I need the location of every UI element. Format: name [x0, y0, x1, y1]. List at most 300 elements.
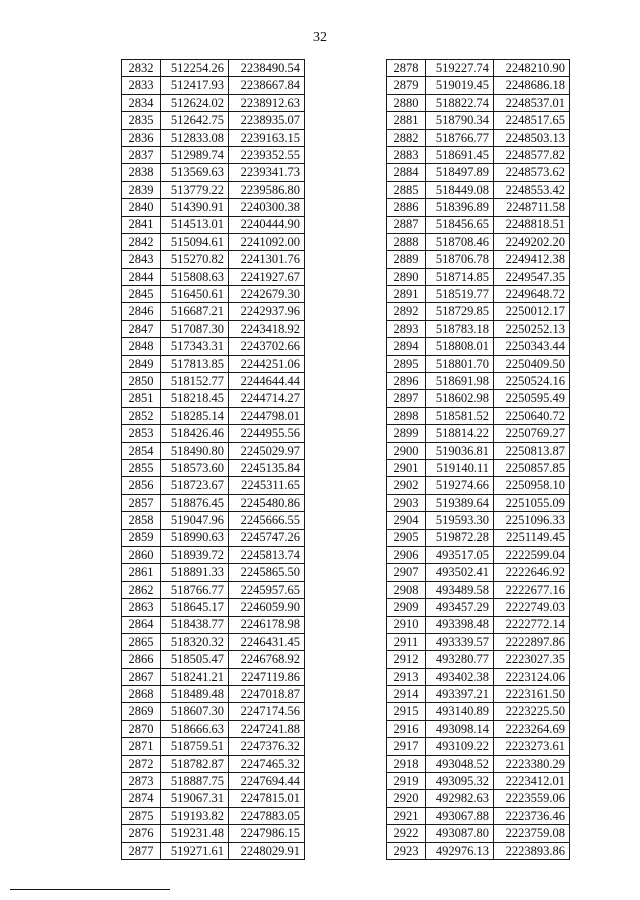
x-coordinate-cell: 518505.47	[161, 651, 229, 668]
x-coordinate-cell: 519140.11	[426, 459, 494, 476]
x-coordinate-cell: 493280.77	[426, 651, 494, 668]
y-coordinate-cell: 2238912.63	[229, 94, 305, 111]
point-number-cell: 2912	[387, 651, 426, 668]
y-coordinate-cell: 2248711.58	[494, 199, 570, 216]
x-coordinate-cell: 493109.22	[426, 738, 494, 755]
point-number-cell: 2911	[387, 633, 426, 650]
x-coordinate-cell: 518438.77	[161, 616, 229, 633]
x-coordinate-cell: 493402.38	[426, 668, 494, 685]
table-row	[387, 199, 570, 216]
x-coordinate-cell: 493517.05	[426, 546, 494, 563]
y-coordinate-cell: 2247241.88	[229, 720, 305, 737]
table-row	[122, 60, 305, 77]
x-coordinate-cell: 518152.77	[161, 373, 229, 390]
x-coordinate-cell: 518581.52	[426, 407, 494, 424]
x-coordinate-cell: 517343.31	[161, 338, 229, 355]
y-coordinate-cell: 2239352.55	[229, 146, 305, 163]
point-number-cell: 2910	[387, 616, 426, 633]
point-number-cell: 2890	[387, 268, 426, 285]
point-number-cell: 2833	[122, 77, 161, 94]
table-row	[122, 216, 305, 233]
x-coordinate-cell: 512989.74	[161, 146, 229, 163]
table-row	[122, 842, 305, 859]
x-coordinate-cell: 493339.57	[426, 633, 494, 650]
y-coordinate-cell: 2250252.13	[494, 320, 570, 337]
x-coordinate-cell: 518645.17	[161, 599, 229, 616]
table-row	[387, 703, 570, 720]
y-coordinate-cell: 2222749.03	[494, 599, 570, 616]
footnote-separator	[10, 889, 170, 890]
table-row	[122, 616, 305, 633]
coordinates-table-right-body	[387, 60, 570, 860]
y-coordinate-cell: 2223225.50	[494, 703, 570, 720]
x-coordinate-cell: 518497.89	[426, 164, 494, 181]
point-number-cell: 2863	[122, 599, 161, 616]
y-coordinate-cell: 2238667.84	[229, 77, 305, 94]
point-number-cell: 2862	[122, 581, 161, 598]
x-coordinate-cell: 518801.70	[426, 355, 494, 372]
table-row	[122, 807, 305, 824]
x-coordinate-cell: 493140.89	[426, 703, 494, 720]
y-coordinate-cell: 2247174.56	[229, 703, 305, 720]
x-coordinate-cell: 518723.67	[161, 477, 229, 494]
table-row	[122, 303, 305, 320]
point-number-cell: 2856	[122, 477, 161, 494]
point-number-cell: 2885	[387, 181, 426, 198]
point-number-cell: 2851	[122, 390, 161, 407]
y-coordinate-cell: 2248517.65	[494, 112, 570, 129]
point-number-cell: 2886	[387, 199, 426, 216]
x-coordinate-cell: 515094.61	[161, 233, 229, 250]
y-coordinate-cell: 2246059.90	[229, 599, 305, 616]
point-number-cell: 2905	[387, 529, 426, 546]
point-number-cell: 2849	[122, 355, 161, 372]
x-coordinate-cell: 517087.30	[161, 320, 229, 337]
y-coordinate-cell: 2248818.51	[494, 216, 570, 233]
x-coordinate-cell: 519067.31	[161, 790, 229, 807]
y-coordinate-cell: 2251096.33	[494, 512, 570, 529]
y-coordinate-cell: 2249547.35	[494, 268, 570, 285]
y-coordinate-cell: 2245135.84	[229, 459, 305, 476]
point-number-cell: 2921	[387, 807, 426, 824]
table-row	[387, 373, 570, 390]
y-coordinate-cell: 2223893.86	[494, 842, 570, 859]
point-number-cell: 2857	[122, 494, 161, 511]
table-row	[387, 494, 570, 511]
table-row	[122, 703, 305, 720]
table-row	[387, 129, 570, 146]
y-coordinate-cell: 2222772.14	[494, 616, 570, 633]
y-coordinate-cell: 2239586.80	[229, 181, 305, 198]
point-number-cell: 2843	[122, 251, 161, 268]
table-row	[387, 773, 570, 790]
point-number-cell: 2871	[122, 738, 161, 755]
point-number-cell: 2904	[387, 512, 426, 529]
y-coordinate-cell: 2223124.06	[494, 668, 570, 685]
x-coordinate-cell: 518666.63	[161, 720, 229, 737]
x-coordinate-cell: 518490.80	[161, 442, 229, 459]
table-row	[122, 233, 305, 250]
point-number-cell: 2846	[122, 303, 161, 320]
point-number-cell: 2919	[387, 773, 426, 790]
table-row	[387, 616, 570, 633]
y-coordinate-cell: 2241301.76	[229, 251, 305, 268]
table-row	[387, 807, 570, 824]
x-coordinate-cell: 518396.89	[426, 199, 494, 216]
table-row	[122, 164, 305, 181]
table-row	[122, 320, 305, 337]
y-coordinate-cell: 2247119.86	[229, 668, 305, 685]
point-number-cell: 2883	[387, 146, 426, 163]
x-coordinate-cell: 518887.75	[161, 773, 229, 790]
point-number-cell: 2852	[122, 407, 161, 424]
table-row	[122, 494, 305, 511]
point-number-cell: 2838	[122, 164, 161, 181]
x-coordinate-cell: 519036.81	[426, 442, 494, 459]
y-coordinate-cell: 2248210.90	[494, 60, 570, 77]
x-coordinate-cell: 512624.02	[161, 94, 229, 111]
table-row	[387, 112, 570, 129]
table-row	[387, 320, 570, 337]
y-coordinate-cell: 2249202.20	[494, 233, 570, 250]
y-coordinate-cell: 2246768.92	[229, 651, 305, 668]
x-coordinate-cell: 519047.96	[161, 512, 229, 529]
x-coordinate-cell: 518766.77	[426, 129, 494, 146]
y-coordinate-cell: 2223759.08	[494, 825, 570, 842]
point-number-cell: 2898	[387, 407, 426, 424]
point-number-cell: 2876	[122, 825, 161, 842]
point-number-cell: 2840	[122, 199, 161, 216]
table-row	[122, 112, 305, 129]
point-number-cell: 2842	[122, 233, 161, 250]
table-row	[122, 599, 305, 616]
y-coordinate-cell: 2239163.15	[229, 129, 305, 146]
point-number-cell: 2880	[387, 94, 426, 111]
x-coordinate-cell: 518814.22	[426, 425, 494, 442]
table-row	[387, 303, 570, 320]
table-row	[122, 338, 305, 355]
point-number-cell: 2922	[387, 825, 426, 842]
x-coordinate-cell: 518876.45	[161, 494, 229, 511]
point-number-cell: 2917	[387, 738, 426, 755]
point-number-cell: 2914	[387, 686, 426, 703]
x-coordinate-cell: 518602.98	[426, 390, 494, 407]
y-coordinate-cell: 2244798.01	[229, 407, 305, 424]
y-coordinate-cell: 2247376.32	[229, 738, 305, 755]
point-number-cell: 2860	[122, 546, 161, 563]
x-coordinate-cell: 517813.85	[161, 355, 229, 372]
y-coordinate-cell: 2223559.06	[494, 790, 570, 807]
y-coordinate-cell: 2223273.61	[494, 738, 570, 755]
x-coordinate-cell: 513779.22	[161, 181, 229, 198]
y-coordinate-cell: 2243418.92	[229, 320, 305, 337]
y-coordinate-cell: 2247986.15	[229, 825, 305, 842]
y-coordinate-cell: 2250012.17	[494, 303, 570, 320]
point-number-cell: 2902	[387, 477, 426, 494]
table-row	[387, 546, 570, 563]
y-coordinate-cell: 2245865.50	[229, 564, 305, 581]
coordinates-table-left	[121, 59, 305, 860]
y-coordinate-cell: 2238490.54	[229, 60, 305, 77]
x-coordinate-cell: 512833.08	[161, 129, 229, 146]
table-row	[122, 199, 305, 216]
y-coordinate-cell: 2222646.92	[494, 564, 570, 581]
table-row	[122, 77, 305, 94]
point-number-cell: 2872	[122, 755, 161, 772]
table-row	[387, 164, 570, 181]
x-coordinate-cell: 518456.65	[426, 216, 494, 233]
point-number-cell: 2887	[387, 216, 426, 233]
y-coordinate-cell: 2222599.04	[494, 546, 570, 563]
x-coordinate-cell: 518449.08	[426, 181, 494, 198]
table-row	[387, 529, 570, 546]
table-row	[122, 651, 305, 668]
table-row	[387, 60, 570, 77]
x-coordinate-cell: 518489.48	[161, 686, 229, 703]
y-coordinate-cell: 2250857.85	[494, 459, 570, 476]
point-number-cell: 2874	[122, 790, 161, 807]
point-number-cell: 2918	[387, 755, 426, 772]
y-coordinate-cell: 2246178.98	[229, 616, 305, 633]
table-row	[122, 286, 305, 303]
y-coordinate-cell: 2222897.86	[494, 633, 570, 650]
table-row	[387, 720, 570, 737]
point-number-cell: 2866	[122, 651, 161, 668]
x-coordinate-cell: 518241.21	[161, 668, 229, 685]
y-coordinate-cell: 2239341.73	[229, 164, 305, 181]
y-coordinate-cell: 2223412.01	[494, 773, 570, 790]
x-coordinate-cell: 512642.75	[161, 112, 229, 129]
y-coordinate-cell: 2249412.38	[494, 251, 570, 268]
point-number-cell: 2865	[122, 633, 161, 650]
y-coordinate-cell: 2249648.72	[494, 286, 570, 303]
x-coordinate-cell: 493398.48	[426, 616, 494, 633]
x-coordinate-cell: 493087.80	[426, 825, 494, 842]
point-number-cell: 2837	[122, 146, 161, 163]
x-coordinate-cell: 518808.01	[426, 338, 494, 355]
point-number-cell: 2913	[387, 668, 426, 685]
y-coordinate-cell: 2248553.42	[494, 181, 570, 198]
x-coordinate-cell: 492982.63	[426, 790, 494, 807]
point-number-cell: 2907	[387, 564, 426, 581]
point-number-cell: 2894	[387, 338, 426, 355]
table-row	[122, 581, 305, 598]
y-coordinate-cell: 2223027.35	[494, 651, 570, 668]
y-coordinate-cell: 2223161.50	[494, 686, 570, 703]
x-coordinate-cell: 516687.21	[161, 303, 229, 320]
y-coordinate-cell: 2251055.09	[494, 494, 570, 511]
point-number-cell: 2889	[387, 251, 426, 268]
y-coordinate-cell: 2250524.16	[494, 373, 570, 390]
table-row	[122, 477, 305, 494]
point-number-cell: 2916	[387, 720, 426, 737]
point-number-cell: 2841	[122, 216, 161, 233]
x-coordinate-cell: 519271.61	[161, 842, 229, 859]
y-coordinate-cell: 2250769.27	[494, 425, 570, 442]
x-coordinate-cell: 519231.48	[161, 825, 229, 842]
x-coordinate-cell: 518990.63	[161, 529, 229, 546]
table-row	[122, 373, 305, 390]
point-number-cell: 2879	[387, 77, 426, 94]
point-number-cell: 2839	[122, 181, 161, 198]
table-row	[387, 442, 570, 459]
x-coordinate-cell: 512417.93	[161, 77, 229, 94]
point-number-cell: 2861	[122, 564, 161, 581]
x-coordinate-cell: 519872.28	[426, 529, 494, 546]
x-coordinate-cell: 518691.45	[426, 146, 494, 163]
table-row	[387, 268, 570, 285]
point-number-cell: 2877	[122, 842, 161, 859]
table-row	[387, 633, 570, 650]
x-coordinate-cell: 518607.30	[161, 703, 229, 720]
x-coordinate-cell: 518573.60	[161, 459, 229, 476]
x-coordinate-cell: 519593.30	[426, 512, 494, 529]
table-row	[387, 146, 570, 163]
table-row	[387, 477, 570, 494]
table-row	[122, 355, 305, 372]
point-number-cell: 2915	[387, 703, 426, 720]
table-row	[122, 129, 305, 146]
table-row	[122, 425, 305, 442]
table-row	[387, 790, 570, 807]
point-number-cell: 2897	[387, 390, 426, 407]
y-coordinate-cell: 2242937.96	[229, 303, 305, 320]
table-row	[122, 686, 305, 703]
table-row	[122, 790, 305, 807]
table-row	[387, 77, 570, 94]
table-row	[387, 251, 570, 268]
y-coordinate-cell: 2247018.87	[229, 686, 305, 703]
point-number-cell: 2882	[387, 129, 426, 146]
y-coordinate-cell: 2247465.32	[229, 755, 305, 772]
x-coordinate-cell: 518320.32	[161, 633, 229, 650]
y-coordinate-cell: 2245957.65	[229, 581, 305, 598]
y-coordinate-cell: 2246431.45	[229, 633, 305, 650]
table-row	[122, 633, 305, 650]
table-row	[122, 94, 305, 111]
x-coordinate-cell: 518519.77	[426, 286, 494, 303]
x-coordinate-cell: 493048.52	[426, 755, 494, 772]
y-coordinate-cell: 2245747.26	[229, 529, 305, 546]
point-number-cell: 2899	[387, 425, 426, 442]
x-coordinate-cell: 519274.66	[426, 477, 494, 494]
x-coordinate-cell: 493098.14	[426, 720, 494, 737]
coordinates-table-left-body	[122, 60, 305, 860]
x-coordinate-cell: 518822.74	[426, 94, 494, 111]
point-number-cell: 2864	[122, 616, 161, 633]
point-number-cell: 2893	[387, 320, 426, 337]
table-row	[122, 546, 305, 563]
point-number-cell: 2847	[122, 320, 161, 337]
x-coordinate-cell: 518285.14	[161, 407, 229, 424]
x-coordinate-cell: 493067.88	[426, 807, 494, 824]
y-coordinate-cell: 2240444.90	[229, 216, 305, 233]
point-number-cell: 2878	[387, 60, 426, 77]
table-row	[387, 668, 570, 685]
point-number-cell: 2832	[122, 60, 161, 77]
point-number-cell: 2881	[387, 112, 426, 129]
table-row	[387, 216, 570, 233]
y-coordinate-cell: 2223736.46	[494, 807, 570, 824]
y-coordinate-cell: 2248577.82	[494, 146, 570, 163]
point-number-cell: 2845	[122, 286, 161, 303]
point-number-cell: 2891	[387, 286, 426, 303]
table-row	[387, 94, 570, 111]
table-row	[387, 755, 570, 772]
y-coordinate-cell: 2241927.67	[229, 268, 305, 285]
x-coordinate-cell: 518714.85	[426, 268, 494, 285]
y-coordinate-cell: 2248537.01	[494, 94, 570, 111]
point-number-cell: 2901	[387, 459, 426, 476]
x-coordinate-cell: 518939.72	[161, 546, 229, 563]
y-coordinate-cell: 2223380.29	[494, 755, 570, 772]
table-row	[122, 738, 305, 755]
y-coordinate-cell: 2222677.16	[494, 581, 570, 598]
y-coordinate-cell: 2250640.72	[494, 407, 570, 424]
table-row	[387, 407, 570, 424]
table-row	[387, 459, 570, 476]
table-row	[122, 442, 305, 459]
table-row	[387, 390, 570, 407]
table-row	[122, 512, 305, 529]
y-coordinate-cell: 2250958.10	[494, 477, 570, 494]
coordinates-table-right	[386, 59, 570, 860]
x-coordinate-cell: 493095.32	[426, 773, 494, 790]
point-number-cell: 2873	[122, 773, 161, 790]
x-coordinate-cell: 518691.98	[426, 373, 494, 390]
y-coordinate-cell: 2248573.62	[494, 164, 570, 181]
x-coordinate-cell: 518426.46	[161, 425, 229, 442]
x-coordinate-cell: 518783.18	[426, 320, 494, 337]
table-row	[122, 181, 305, 198]
point-number-cell: 2850	[122, 373, 161, 390]
table-row	[122, 564, 305, 581]
table-row	[387, 581, 570, 598]
y-coordinate-cell: 2245813.74	[229, 546, 305, 563]
point-number-cell: 2834	[122, 94, 161, 111]
table-row	[122, 773, 305, 790]
table-row	[122, 390, 305, 407]
y-coordinate-cell: 2247694.44	[229, 773, 305, 790]
table-row	[122, 459, 305, 476]
table-row	[387, 286, 570, 303]
x-coordinate-cell: 515270.82	[161, 251, 229, 268]
point-number-cell: 2848	[122, 338, 161, 355]
point-number-cell: 2854	[122, 442, 161, 459]
point-number-cell: 2853	[122, 425, 161, 442]
x-coordinate-cell: 516450.61	[161, 286, 229, 303]
point-number-cell: 2870	[122, 720, 161, 737]
point-number-cell: 2868	[122, 686, 161, 703]
y-coordinate-cell: 2241092.00	[229, 233, 305, 250]
x-coordinate-cell: 514513.01	[161, 216, 229, 233]
y-coordinate-cell: 2242679.30	[229, 286, 305, 303]
table-row	[387, 842, 570, 859]
point-number-cell: 2855	[122, 459, 161, 476]
table-row	[122, 825, 305, 842]
y-coordinate-cell: 2238935.07	[229, 112, 305, 129]
table-row	[387, 512, 570, 529]
table-row	[387, 738, 570, 755]
y-coordinate-cell: 2247883.05	[229, 807, 305, 824]
point-number-cell: 2859	[122, 529, 161, 546]
point-number-cell: 2875	[122, 807, 161, 824]
table-row	[122, 146, 305, 163]
y-coordinate-cell: 2250409.50	[494, 355, 570, 372]
x-coordinate-cell: 515808.63	[161, 268, 229, 285]
x-coordinate-cell: 519019.45	[426, 77, 494, 94]
table-row	[122, 529, 305, 546]
